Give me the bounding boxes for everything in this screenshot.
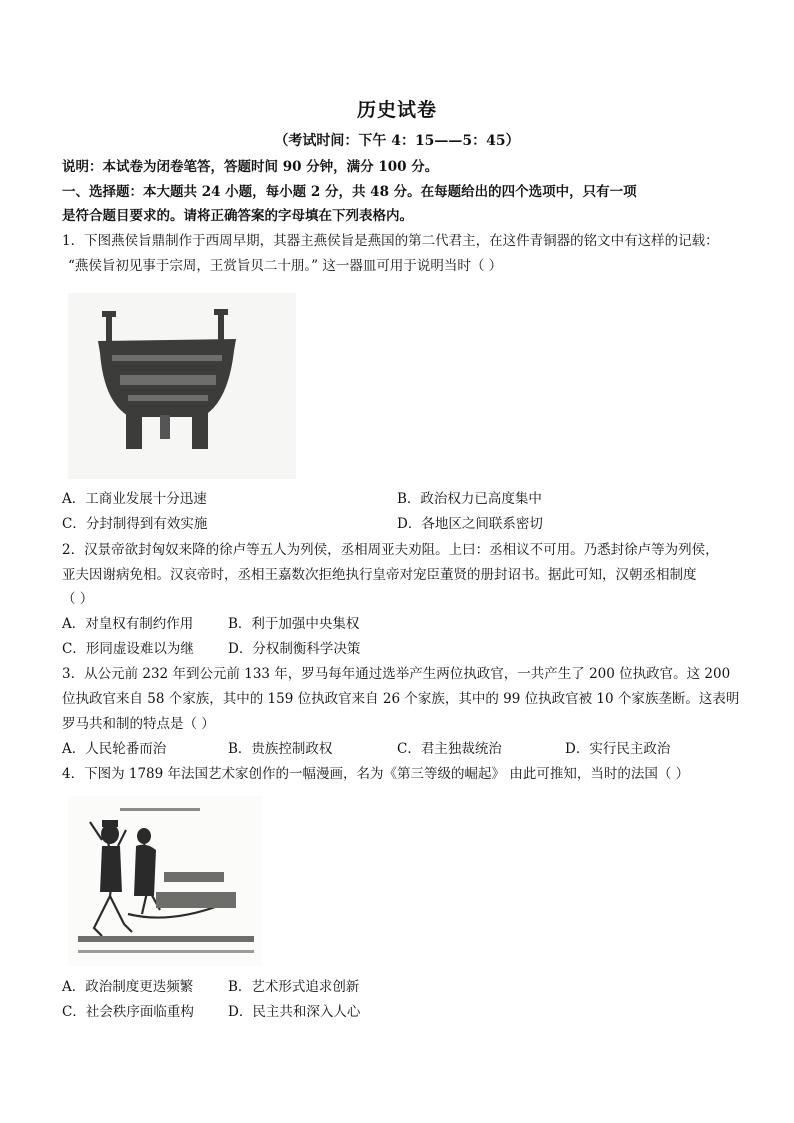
q3-option-b: B．贵族控制政权 [228, 741, 333, 757]
page-title: 历史试卷 [356, 99, 437, 121]
q1-option-d: D．各地区之间联系密切 [397, 516, 543, 532]
q4-option-c: C．社会秩序面临重构 [62, 1004, 194, 1020]
q4-option-d: D．民主共和深入人心 [228, 1004, 361, 1020]
q2-stem-line1: 2．汉景帝欲封匈奴来降的徐卢等五人为列侯，丞相周亚夫劝阻。上曰：丞相议不可用。乃悉封徐卢等为列侯， [62, 542, 719, 558]
q3-option-c: C．君主独裁统治 [397, 741, 502, 757]
q2-stem-line2: 亚夫因谢病免相。汉哀帝时，丞相王嘉数次拒绝执行皇帝对宠臣董贤的册封诏书。据此可知，汉朝丞相制度 [62, 567, 697, 583]
q2-stem-line3: （ ） [62, 591, 94, 607]
q3-stem-line1: 3．从公元前 232 年到公元前 133 年，罗马每年通过选举产生两位执政官，一共产生了 200 位执政官。这 200 [62, 666, 731, 682]
bronze-ding-figure [68, 293, 296, 479]
q2-option-d: D．分权制衡科学决策 [228, 641, 361, 657]
q4-option-b: B．艺术形式追求创新 [228, 979, 360, 995]
section-heading-line2: 是符合题目要求的。请将正确答案的字母填在下列表格内。 [62, 208, 413, 224]
exam-note: 说明：本试卷为闭卷笔答，答题时间 90 分钟，满分 100 分。 [62, 159, 439, 175]
q4-option-a: A．政治制度更迭频繁 [62, 979, 194, 995]
q1-stem-line1: 1．下图燕侯旨鼎制作于西周早期，其器主燕侯旨是燕国的第二代君主，在这件青铜器的铭文中有这样的记载： [62, 233, 719, 249]
section-heading-line1: 一、选择题：本大题共 24 小题，每小题 2 分，共 48 分。在每题给出的四个选项中，只有一项 [62, 184, 637, 200]
q1-stem-line2: “燕侯旨初见事于宗周，王赏旨贝二十朋。” 这一器皿可用于说明当时（ ） [68, 258, 503, 274]
q2-option-a: A．对皇权有制约作用 [62, 616, 194, 632]
q4-stem-line1: 4．下图为 1789 年法国艺术家创作的一幅漫画，名为《第三等级的崛起》 由此可推知，当时的法国（ ） [62, 766, 690, 782]
q2-option-b: B．利于加强中央集权 [228, 616, 360, 632]
q3-stem-line3: 罗马共和制的特点是（ ） [62, 716, 215, 732]
q2-option-c: C．形同虚设难以为继 [62, 641, 194, 657]
q1-option-c: C．分封制得到有效实施 [62, 516, 208, 532]
q3-option-a: A．人民轮番而治 [62, 741, 167, 757]
q3-option-d: D．实行民主政治 [565, 741, 671, 757]
q3-stem-line2: 位执政官来自 58 个家族，其中的 159 位执政官来自 26 个家族，其中的 99 位执政官被 10 个家族垄断。这表明 [62, 691, 740, 707]
q1-option-b: B．政治权力已高度集中 [397, 491, 542, 507]
q1-option-a: A．工商业发展十分迅速 [62, 491, 207, 507]
cartoon-figure [68, 796, 262, 966]
exam-time: （考试时间：下午 4：15——5：45） [274, 133, 520, 149]
